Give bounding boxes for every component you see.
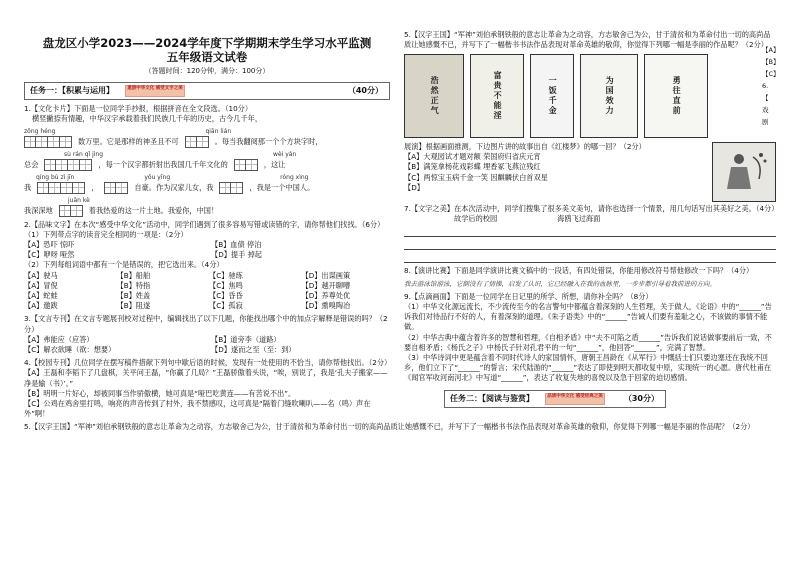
q2-intro: 2.【品味文字】在本次“感受中华文化”活动中，同学们遇到了很多容易写错或读错的字，请你帮他们找找。（6分） — [24, 219, 385, 229]
answer-boxes[interactable] — [219, 182, 243, 194]
task2-tag: 品读中华文化 感受经典之美 — [545, 393, 605, 405]
q1-line-2: 总会 ，每一个汉字都折射出我国几千年文化的 ，这让 — [24, 159, 390, 171]
option[interactable]: 【D】提手 掉起 — [211, 250, 262, 260]
q9-intro: 9.【点滴画面】下面是一位同学在日记里的所学、所想，请你补全吗？（8分） — [404, 291, 653, 301]
option[interactable]: 【A】弗能应（应答） — [24, 334, 94, 344]
q1-intro: 1.【文化卡片】下面是一位同学手抄报，根据拼音在全文段选。（10分） — [24, 104, 253, 114]
task2-bar — [444, 390, 666, 408]
task1-bar — [24, 82, 390, 100]
q6-intro: 展演】根据画面推测，下边图片讲的故事出自《红楼梦》的哪一回？（2分） — [404, 142, 646, 151]
q2-sub2-options — [24, 271, 390, 312]
q1-line-1: 数万里。它是那样的神圣且不可 。每当我翻阅那一个个方块字时， — [24, 136, 390, 148]
q1-line-4: 我深深地 着我热爱的这一片土地。我爱你，中国！ — [24, 205, 390, 217]
option[interactable]: 【B】特指 — [116, 280, 151, 290]
option[interactable]: 【A】邀跋 — [24, 301, 58, 311]
q6-number: 6. — [762, 82, 769, 90]
q4-option-b[interactable]: 【B】明明一片好心，却被同事当作骄傲横，她可真是“哑巴吃黄连——有苦说不出”。 — [24, 388, 296, 398]
q1-pinyin-2: sù rán qǐ jìng wèi yán — [64, 150, 297, 158]
answer-boxes[interactable] — [104, 182, 128, 194]
answer-boxes[interactable] — [44, 159, 92, 171]
q6-bracket: 【 — [762, 94, 769, 102]
q4-option-a[interactable]: 【A】王磊和李韬下了几盘棋，关平问王磊，“你赢了几局？”王磊骄傲着头说，“唉，别说了，我是‘孔夫子搬家——净是输（书）’。” — [24, 368, 388, 388]
task1-tag: 遨游中华文化 感受文字之美 — [125, 85, 185, 97]
q1-line-3: 我 ， 自豪。作为汉家儿女，我 ，我是一个中国人。 — [24, 182, 390, 194]
option[interactable]: 【A】驶马 — [24, 270, 58, 280]
q2-sub1: （1）下列带点字的读音完全相同的一项是：（2分） — [24, 229, 188, 239]
option[interactable]: 【B】 — [762, 58, 780, 66]
option[interactable]: 【B】满笼拿杨花戏彩蝶 埋香冢飞燕泣残红 — [404, 162, 541, 172]
task2-score: （30分） — [623, 393, 659, 403]
calligraphy-image-c[interactable]: 一饭千金 — [530, 54, 574, 138]
answer-line[interactable] — [404, 239, 776, 250]
answer-boxes[interactable] — [59, 205, 83, 217]
answer-boxes[interactable] — [37, 182, 85, 194]
option[interactable]: 故学后的校园 — [454, 214, 498, 224]
option[interactable]: 【C】 — [762, 70, 780, 78]
page-subtitle: 五年级语文试卷 — [166, 50, 248, 64]
answer-boxes[interactable] — [234, 159, 258, 171]
option[interactable]: 【B】姓盖 — [116, 291, 151, 301]
option[interactable]: 【A】冒倪 — [24, 280, 58, 290]
q5-intro-cont: 5.【汉字王国】“军神”刘伯承钢铁般的意志让革命为之动容，方志敏舍己为公，甘于清贫和为革命付出一切的高尚品质让她感慨不已，并写下了一幅楷书书法作品表现对革命英雄的敬仰，你觉得下列哪一幅是李丽的作品呢？（2分） — [404, 30, 771, 50]
option[interactable]: 【C】解衣欲睡（欲：想要） — [24, 345, 116, 355]
option[interactable]: 【C】两惊宝玉病千金一笑 因麒麟伏白首双星 — [404, 172, 548, 182]
task2-label: 任务二：【阅读与鉴赏】 — [450, 393, 534, 403]
q5-images — [404, 54, 780, 138]
option[interactable]: 【A】恐吓 惊吓 — [24, 240, 75, 250]
calligraphy-image-b[interactable]: 富贵不能淫 — [470, 54, 524, 138]
figure-icon — [719, 149, 769, 195]
q4-option-c[interactable]: 【C】公鸡在鸡舍里打鸣，响亮的声音传到了村外，我不禁感叹，这可真是“隔着门缝吹喇叭——名（鸣）声在外”啊！ — [24, 399, 371, 419]
calligraphy-image-e[interactable]: 勇往直前 — [644, 54, 708, 138]
q2-sub1-options — [24, 240, 390, 260]
option[interactable]: 【D】养尊处优 — [301, 291, 351, 301]
page-title: 盘龙区小学2023——2024学年度下学期期末学生学习水平监测 — [42, 36, 372, 50]
option[interactable]: 【D】熏嗅陶冶 — [301, 301, 351, 311]
q6-label-1: 戏 — [762, 106, 769, 114]
option[interactable]: 海鸥飞过海面 — [557, 214, 601, 224]
right-column — [404, 0, 780, 412]
calligraphy-image-d[interactable]: 为国效力 — [580, 54, 638, 138]
option[interactable]: 【D】越开聊嘈 — [301, 280, 351, 290]
q3-options — [24, 335, 390, 355]
option[interactable]: 【B】阻遂 — [116, 301, 151, 311]
q6-label-2: 剧 — [762, 118, 769, 126]
q1-pinyin-1: zōng héng qiān lián — [24, 127, 232, 135]
option[interactable]: 【B】船舶 — [116, 270, 151, 280]
answer-boxes[interactable] — [24, 136, 72, 148]
q9-part3: （3）中华诗词中更是蕴含着不同时代诗人的家国情怀，唐朝王昌龄在《从军行》中慨括士们只要边塞还在我统不回乡，他们立下了“______”的誓言；宋代陆游的“______”表达了即使到明天都收复中原，实现统一的心愿。唐代杜甫在《闻官军收河南河北》中写道“______”，表达了收复失地的喜悦以及急于回家的迫切感情。 — [404, 353, 772, 383]
q7-options — [404, 214, 776, 224]
answer-line[interactable] — [404, 252, 776, 263]
q8-intro: 8.【演讲比赛】下面是同学演讲比赛文稿中的一段话，有四处错误，你能用修改符号帮他修改一下吗？（4分） — [404, 266, 754, 276]
task1-score: （40分） — [347, 86, 383, 96]
q4-intro: 4.【校园专刊】几位同学在摆写稿件措献下列句中歇后语的时候，发现有一处使用的不恰当，请你帮他找出。（2分） — [24, 358, 392, 368]
option[interactable]: 【C】焦鸣 — [209, 280, 243, 290]
q3-intro: 3.【文言专刊】在文言专题展刊校对过程中，编辑找出了以下几题，你能找出哪个中的加点字解释是错误的吗？（2分） — [24, 314, 388, 334]
calligraphy-image-a[interactable]: 浩然正气 — [404, 54, 464, 138]
q2-sub2: （2）下列每组词语中都有一个是错误的，把它选出来。（4分） — [24, 260, 224, 270]
q5-intro-start: 5.【汉字王国】“军神”刘伯承钢铁般的意志让革命为之动容，方志敏舍己为公，甘于清贫和为革命付出一切的高尚品质让她感慨不已，并写下了一幅楷书书法作品表现对革命英雄的敬仰，你觉得下列哪一幅是李丽的作品呢？（2分） — [24, 422, 755, 432]
task1-label: 任务一：【积累与运用】 — [30, 86, 114, 96]
answer-boxes[interactable] — [185, 136, 209, 148]
q5-options — [762, 44, 780, 128]
option[interactable]: 【A】蛇蛙 — [24, 291, 58, 301]
exam-meta: （答题时间：120分钟，满分：100分） — [144, 67, 270, 75]
answer-line[interactable] — [404, 226, 776, 237]
option[interactable]: 【B】道旁李（道路） — [211, 334, 281, 344]
option[interactable]: 【C】孤寂 — [209, 301, 243, 311]
option[interactable]: 【D】出谋画策 — [301, 270, 351, 280]
option[interactable]: 【A】大观园试才题对额 荣国府归省庆元宵 — [404, 152, 541, 162]
q1-text: 横竖撇捺有情趣，中华汉字承载着我们民族几千年的历史，古今几千年， — [32, 114, 263, 124]
q7-intro: 7.【文字之美】在本次活动中，同学们搜集了很多美文美句，请你也选择一个情景，用几句话写出其美好之美。（4分） — [404, 204, 779, 213]
option[interactable]: 【A】 — [762, 46, 780, 54]
option[interactable]: 【D】 — [404, 182, 424, 192]
option[interactable]: 【C】昏昏 — [209, 291, 243, 301]
option[interactable]: 【D】遂而之至（至：到） — [211, 345, 296, 355]
option[interactable]: 【C】驰练 — [209, 270, 243, 280]
q9-part1: （1）中华文化源远流长，不少流传至今的名言警句中都蕴含着深刻的人生哲理，关于做人，《论语》中的“______”告诉我们对待品行不好的人，有着深刻的道理。《朱子语类》中的“______”告诫人们要有羞耻之心，不该做的事情不能做。 — [404, 302, 772, 332]
q9-part2: （2）中华古典中蕴含着许多的智慧和哲理，《自相矛盾》中“夫不可陷之盾______”告诉我们说话做事要前后一致，不要自相矛盾；《杨氏之子》中杨氏子针对孔君平的一句“______”，他回答“______”，完满了智慧。 — [404, 332, 772, 352]
story-image — [712, 142, 776, 202]
q1-pinyin-4: juān kè — [68, 196, 90, 204]
q8-handwritten-text: 我去游泳馆游泳，它倒没有了情操，启发了认识，它已经融入在我的血脉里，一步步都引导着我前进的方向。 — [404, 279, 716, 288]
q1-pinyin-3: qíng bù zì jīn yǒu yīng róng xìng — [36, 173, 309, 181]
q6-block — [404, 142, 776, 202]
option[interactable]: 【C】咿呀 哑然 — [24, 250, 75, 260]
option[interactable]: 【B】血债 停泊 — [211, 240, 262, 250]
